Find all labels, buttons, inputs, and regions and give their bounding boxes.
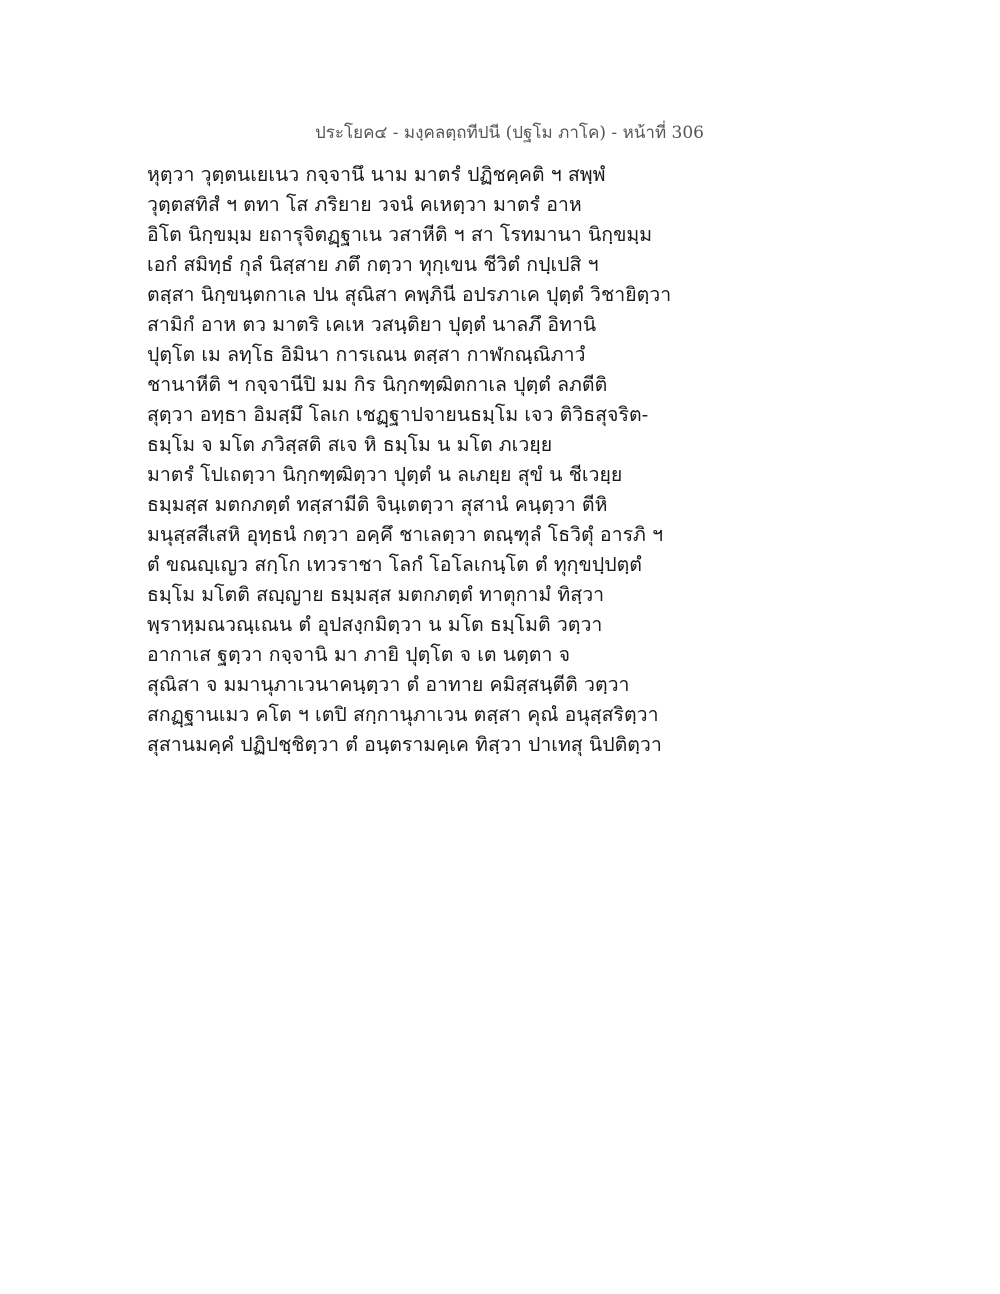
text-line: ตํ ขณญฺเญว สกฺโก เทวราชา โลกํ โอโลเกนฺโต ตํ ทุกฺขปฺปตฺตํ [147, 553, 642, 576]
text-line: สุณิสา จ มมานุภาเวนาคนฺตฺวา ตํ อาทาย คมิสฺสนฺตีติ วตฺวา [147, 673, 630, 696]
text-line: ธมฺมสฺส มตกภตฺตํ ทสฺสามีติ จินฺเตตฺวา สุสานํ คนฺตฺวา ตีหิ [147, 493, 608, 516]
text-line: เอกํ สมิทฺธํ กุลํ นิสฺสาย ภตึ กตฺวา ทุกฺเขน ชีวิตํ กปฺเปสิ ฯ [147, 253, 599, 276]
text-line: อากาเส ฐตฺวา กจฺจานิ มา ภายิ ปุตฺโต จ เต นตฺตา จ [147, 643, 571, 666]
text-line: ปุตฺโต เม ลทฺโธ อิมินา การเณน ตสฺสา กาฬกณฺณิภาวํ [147, 343, 586, 366]
text-line: ธมฺโม จ มโต ภวิสฺสติ สเจ หิ ธมฺโม น มโต ภเวยฺย [147, 433, 553, 456]
text-line: ตสฺสา นิกฺขนฺตกาเล ปน สุณิสา คพฺภินี อปรภาเค ปุตฺตํ วิชายิตฺวา [147, 283, 672, 306]
text-line: อิโต นิกฺขมฺม ยถารุจิตฏฺฐาเน วสาหีติ ฯ สา โรทมานา นิกฺขมฺม [147, 223, 653, 246]
text-line: วุตฺตสทิสํ ฯ ตทา โส ภริยาย วจนํ คเหตฺวา มาตรํ อาห [147, 193, 582, 216]
text-line: สกฏฺฐานเมว คโต ฯ เตปิ สกฺกานุภาเวน ตสฺสา คุณํ อนุสฺสริตฺวา [147, 703, 659, 726]
text-line: ธมฺโม มโตติ สญฺญาย ธมฺมสฺส มตกภตฺตํ ทาตุกามํ ทิสฺวา [147, 583, 605, 606]
text-line: มาตรํ โปเถตฺวา นิกฺกฑฺฒิตฺวา ปุตฺตํ น ลเภยฺย สุขํ น ชีเวยฺย [147, 463, 623, 486]
text-line: สุตฺวา อทฺธา อิมสฺมึ โลเก เชฏฺฐาปจายนธมฺโม เจว ติวิธสุจริต- [147, 403, 649, 426]
running-head: ประโยค๔ - มงฺคลตฺถทีปนี (ปฐโม ภาโค) - หน้าที่ 306 [315, 123, 704, 143]
text-line: พฺราหฺมณวณฺเณน ตํ อุปสงฺกมิตฺวา น มโต ธมฺโมติ วตฺวา [147, 613, 603, 636]
text-line: ชานาหีติ ฯ กจฺจานีปิ มม กิร นิกฺกฑฺฒิตกาเล ปุตฺตํ ลภตีติ [147, 373, 608, 396]
text-line: มนุสฺสสีเสหิ อุทฺธนํ กตฺวา อคฺคึ ชาเลตฺวา ตณฺฑุลํ โธวิตุํ อารภิ ฯ [147, 523, 664, 546]
body-text [147, 160, 687, 760]
text-line: สามิกํ อาห ตว มาตริ เคเห วสนฺติยา ปุตฺตํ นาลภึ อิทานิ [147, 313, 597, 336]
text-line: สุสานมคฺคํ ปฏิปชฺชิตฺวา ตํ อนฺตรามคฺเค ทิสฺวา ปาเทสุ นิปติตฺวา [147, 733, 662, 756]
text-line: หุตฺวา วุตฺตนเยเนว กจฺจานึ นาม มาตรํ ปฏิชคฺคติ ฯ สพฺพํ [147, 163, 606, 186]
